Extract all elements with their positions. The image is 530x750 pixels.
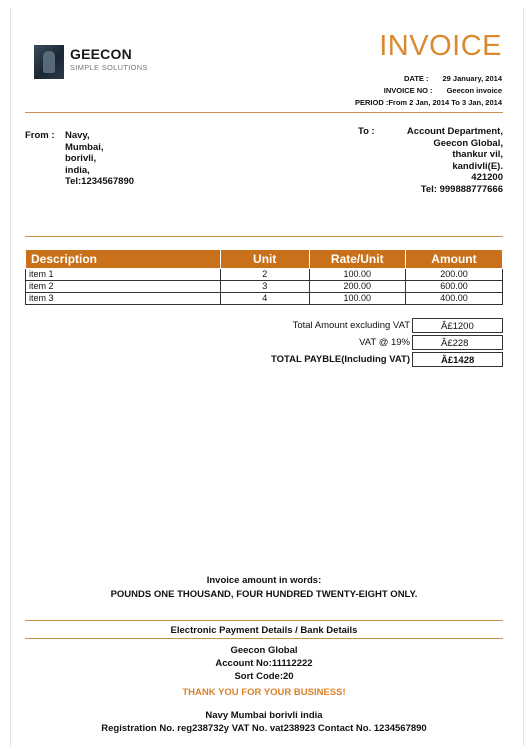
total-label: TOTAL PAYBLE(Including VAT) <box>271 354 410 365</box>
company-name: GEECON <box>70 46 132 62</box>
cell-rate: 100.00 <box>309 293 405 305</box>
address-divider <box>25 236 503 237</box>
cell-unit: 4 <box>220 293 309 305</box>
to-address-line: thankur vil, <box>452 149 503 160</box>
to-address-line: Geecon Global, <box>433 137 503 149</box>
from-address-line: Navy, <box>65 130 90 141</box>
thank-you-note: THANK YOU FOR YOUR BUSINESS! <box>182 687 346 698</box>
to-label: To : <box>358 126 375 137</box>
date-label: DATE : <box>404 74 429 83</box>
cell-unit: 2 <box>220 269 309 281</box>
from-address-line: india, <box>65 164 90 176</box>
from-address-line: Tel:1234567890 <box>65 176 135 187</box>
invoice-date <box>404 74 502 83</box>
date-value: 29 January, 2014 <box>442 74 502 83</box>
to-address-line: 421200 <box>471 172 503 183</box>
subtotal-value: Â£1200 <box>412 318 503 333</box>
from-address <box>65 130 134 188</box>
bank-sort-code: Sort Code:20 <box>234 671 294 682</box>
invoice-period: PERIOD :From 2 Jan, 2014 To 3 Jan, 2014 <box>354 98 502 107</box>
bank-heading: Electronic Payment Details / Bank Details <box>170 625 358 636</box>
table-row <box>26 293 503 305</box>
to-address-line: Tel: 999888777666 <box>420 183 503 195</box>
company-logo-icon <box>34 45 64 79</box>
to-address-line: Account Department, <box>406 126 503 137</box>
from-address-line: borivli, <box>65 153 97 164</box>
bank-name: Geecon Global <box>230 645 298 656</box>
from-label: From : <box>25 130 55 141</box>
col-header-amount: Amount <box>405 250 502 269</box>
to-address-line: kandivli(E). <box>452 160 503 172</box>
table-row <box>26 269 503 281</box>
from-address-line: Mumbai, <box>65 141 104 153</box>
table-row <box>26 281 503 293</box>
cell-description: item 2 <box>26 281 221 293</box>
cell-description: item 3 <box>26 293 221 305</box>
vat-label: VAT @ 19% <box>359 337 410 348</box>
header-divider <box>25 112 503 113</box>
to-address <box>407 126 503 195</box>
cell-rate: 100.00 <box>309 269 405 281</box>
amount-words-value: POUNDS ONE THOUSAND, FOUR HUNDRED TWENTY-EIGHT ONLY. <box>110 589 418 600</box>
col-header-unit: Unit <box>220 250 309 269</box>
invoice-number-label: INVOICE NO : <box>383 86 433 95</box>
amount-words-label: Invoice amount in words: <box>206 575 322 586</box>
cell-amount: 200.00 <box>405 269 502 281</box>
bank-account: Account No:11112222 <box>215 658 313 669</box>
invoice-title: INVOICE <box>379 30 502 62</box>
cell-rate: 200.00 <box>309 281 405 293</box>
subtotal-label: Total Amount excluding VAT <box>292 320 410 331</box>
col-header-description: Description <box>26 250 221 269</box>
company-tagline: SIMPLE SOLUTIONS <box>70 63 148 72</box>
footer-address: Navy Mumbai borivli india <box>205 710 323 721</box>
bank-bottom-divider <box>25 638 503 639</box>
col-header-rate: Rate/Unit <box>309 250 405 269</box>
cell-amount: 600.00 <box>405 281 502 293</box>
cell-amount: 400.00 <box>405 293 502 305</box>
total-value: Â£1428 <box>412 352 503 367</box>
vat-value: Â£228 <box>412 335 503 350</box>
cell-description: item 1 <box>26 269 221 281</box>
cell-unit: 3 <box>220 281 309 293</box>
invoice-number <box>384 86 502 95</box>
table-header-row <box>26 250 503 269</box>
footer-registration: Registration No. reg238732y VAT No. vat238923 Contact No. 1234567890 <box>101 723 427 734</box>
line-items-table <box>25 249 503 305</box>
bank-top-divider <box>25 620 503 621</box>
invoice-number-value: Geecon invoice <box>446 86 502 95</box>
